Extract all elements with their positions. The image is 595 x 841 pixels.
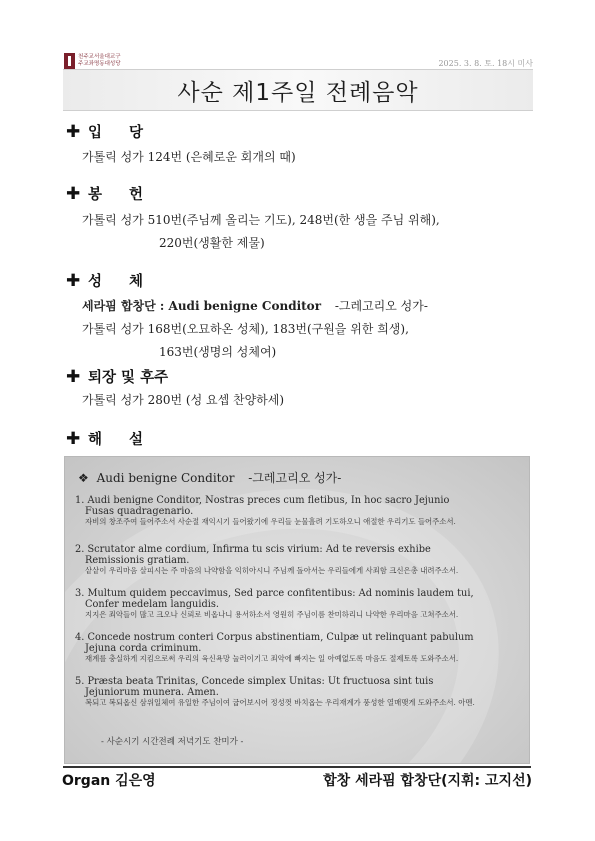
- verse: [75, 588, 525, 620]
- explanation-piece-note: -그레고리오 성가-: [248, 471, 342, 485]
- cross-icon: ✚: [66, 183, 81, 204]
- cross-icon: ✚: [66, 428, 81, 449]
- cross-icon: ✚: [66, 121, 81, 142]
- section-title: 입 당: [88, 125, 155, 141]
- cross-icon: ✚: [66, 366, 81, 387]
- logo-line-1: 천주교서울대교구: [78, 54, 121, 60]
- explanation-box: [64, 456, 530, 764]
- cross-icon: ✚: [66, 270, 81, 291]
- verse-korean: 샅샅이 우리마음 살피시는 주 마음의 나약함을 익히아시니 주님께 돌아서는 우리들에게 사죄함 크신은총 내려주소서.: [85, 566, 459, 575]
- verse-latin: 4. Concede nostrum conteri Corpus abstinentiam, Culpæ ut relinquant pabulum: [75, 632, 474, 643]
- parish-logo: [64, 52, 144, 70]
- verse: [75, 632, 525, 664]
- organist-credit: Organ 김은영: [62, 773, 156, 789]
- verse: [75, 544, 525, 576]
- verse-latin: 2. Scrutator alme cordium, Infirma tu scis virium: Ad te reversis exhibe: [75, 544, 431, 555]
- verse-latin-cont: Jejuniorum munera. Amen.: [85, 687, 219, 698]
- choir-piece: 세라핌 합창단 : Audi benigne Conditor: [82, 299, 322, 313]
- verse-korean: 자비의 창조주여 들어주소서 사순절 재익시기 들어왔기에 우리들 눈물흘려 기도하오니 애절한 우리기도 들어주소서.: [85, 517, 456, 526]
- verse: [75, 495, 525, 527]
- verse-latin: 1. Audi benigne Conditor, Nostras preces cum fletibus, In hoc sacro Jejunio: [75, 495, 450, 506]
- logo-text: [78, 54, 121, 68]
- title-bar: [63, 69, 533, 111]
- section-title: 성 체: [88, 274, 155, 290]
- verse-korean: 재계를 충실하게 지킴으로써 우리의 육신욕망 눌러이기고 죄악에 빠지는 일 아예없도록 마음도 절제토록 도와주소서.: [85, 654, 459, 663]
- logo-line-2: 주교좌명동대성당: [78, 61, 121, 67]
- communion-line-2: 163번(생명의 성체여): [159, 345, 277, 359]
- verse-latin-cont: Fusas quadragenario.: [85, 506, 194, 517]
- explanation-footer: - 사순시기 시간전례 저녁기도 찬미가 -: [101, 737, 244, 747]
- section-title: 퇴장 및 후주: [88, 370, 169, 386]
- verse-korean: 지지은 죄악들이 많고 크오나 신뢰로 비옵나니 용서하소서 영원히 주님이름 찬미하리니 나약한 우리마음 고쳐주소서.: [85, 610, 459, 619]
- diamond-icon: ❖: [78, 471, 89, 485]
- verse-latin-cont: Jejuna corda criminum.: [85, 643, 202, 654]
- verse: [75, 676, 525, 708]
- mass-date: 2025. 3. 8. 토. 18시 미사: [438, 59, 533, 68]
- choir-line: [82, 297, 428, 314]
- communion-line-1: 가톨릭 성가 168번(오묘하온 성체), 183번(구원을 위한 희생),: [82, 322, 409, 336]
- section-entrance: [66, 121, 154, 142]
- explanation-heading: [78, 469, 341, 486]
- verse-korean: 복되고 복되옵신 삼위일체여 유일한 주님이여 굽어보시어 정성껏 바치옵는 우리재계가 풍성한 열매맺게 도와주소서. 아멘.: [85, 698, 475, 707]
- page-title: 사순 제1주일 전례음악: [177, 79, 419, 106]
- section-offertory: [66, 183, 154, 204]
- choir-credit: 합창 세라핌 합창단(지휘: 고지선): [323, 773, 532, 789]
- choir-piece-note: -그레고리오 성가-: [334, 299, 428, 313]
- section-recessional: [66, 366, 168, 387]
- recessional-line-1: 가톨릭 성가 280번 (성 요셉 찬양하세): [82, 393, 285, 407]
- cathedral-icon: [64, 53, 75, 69]
- verse-latin-cont: Confer medelam languidis.: [85, 599, 220, 610]
- offertory-line-1: 가톨릭 성가 510번(주님께 올리는 기도), 248번(한 생을 주님 위해),: [82, 213, 440, 227]
- section-title: 해 설: [88, 432, 155, 448]
- explanation-piece-title: Audi benigne Conditor: [96, 471, 235, 485]
- offertory-line-2: 220번(생활한 제물): [159, 236, 265, 250]
- entrance-line-1: 가톨릭 성가 124번 (은혜로운 회개의 때): [82, 150, 296, 164]
- section-explanation: [66, 428, 154, 449]
- section-title: 봉 헌: [88, 187, 155, 203]
- verse-latin-cont: Remissionis gratiam.: [85, 555, 190, 566]
- verse-latin: 5. Præsta beata Trinitas, Concede simplex Unitas: Ut fructuosa sint tuis: [75, 676, 434, 687]
- footer-divider: [63, 766, 531, 768]
- section-communion: [66, 270, 154, 291]
- verse-latin: 3. Multum quidem peccavimus, Sed parce confitentibus: Ad nominis laudem tui,: [75, 588, 474, 599]
